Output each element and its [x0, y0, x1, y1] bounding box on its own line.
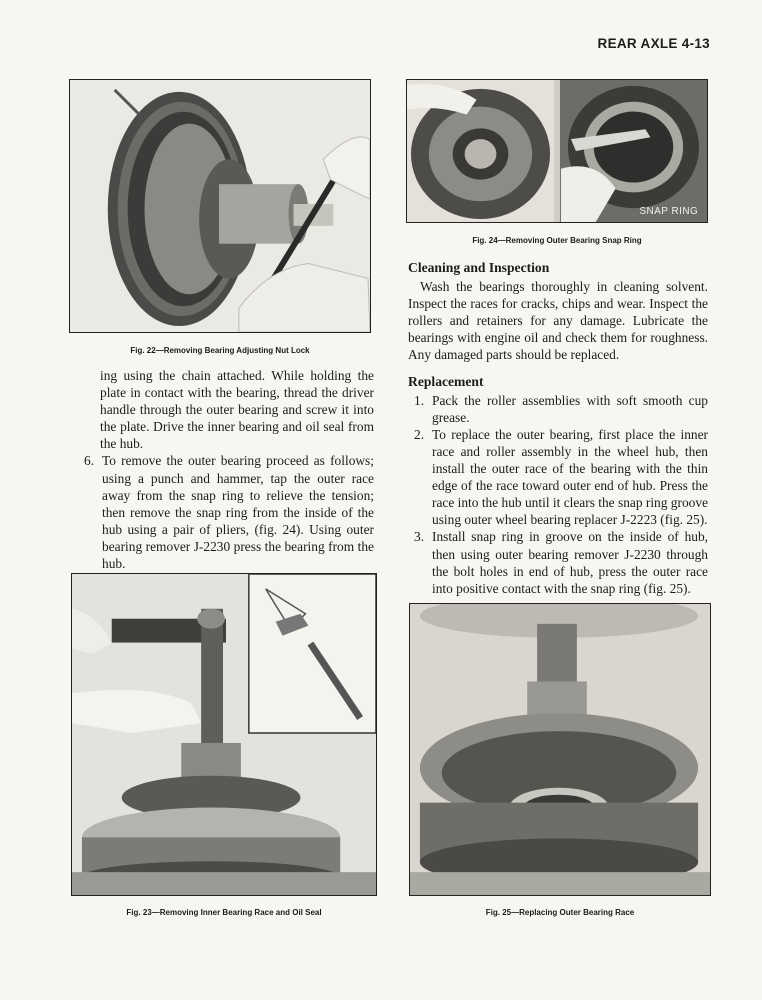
right-column-text	[408, 259, 708, 597]
figure-22-caption: Fig. 22—Removing Bearing Adjusting Nut Lock	[130, 346, 310, 355]
replacement-heading: Replacement	[408, 373, 484, 389]
cleaning-paragraph: Wash the bearings thoroughly in cleaning solvent. Inspect the races for cracks, chips and wear. Inspect the rollers and retainers for any damage. Lubricate the bearings with engine oil and check them for roughness. Any damaged parts should be replaced.	[408, 279, 708, 363]
replacement-step-2	[408, 426, 708, 529]
step-2-number: 2.	[414, 426, 425, 442]
brake-drum-hub-illustration	[70, 80, 370, 332]
step-6	[78, 452, 374, 572]
figure-24-photo	[406, 79, 708, 223]
replacement-step-3	[408, 528, 708, 596]
step-6-text: To remove the outer bearing proceed as follows; using a punch and hammer, tap the outer race away from the snap ring to relieve the tension; then remove the snap ring from the inside of the hub using a pair of pliers, (fig. 24). Using outer bearing remover J-2230 press the bearing from the hub.	[102, 453, 374, 572]
figure-23-caption: Fig. 23—Removing Inner Bearing Race and Oil Seal	[126, 908, 322, 917]
figure-25-photo	[409, 603, 711, 896]
step-3-number: 3.	[414, 529, 425, 545]
inner-bearing-removal-illustration	[72, 574, 376, 895]
replacement-step-1	[408, 392, 708, 426]
step-6-number: 6.	[84, 453, 95, 469]
figure-24-caption: Fig. 24—Removing Outer Bearing Snap Ring	[472, 236, 642, 245]
step-3-text: Install snap ring in groove on the inside of hub, then using outer bearing remover J-2230 through the bolt holes in end of hub, press the outer race into positive contact with the snap ring (fig. 25).	[432, 529, 708, 596]
step-1-number: 1.	[414, 392, 425, 408]
step-1-text: Pack the roller assemblies with soft smooth cup grease.	[432, 392, 708, 425]
outer-bearing-race-illustration	[410, 604, 710, 895]
cleaning-heading: Cleaning and Inspection	[408, 260, 550, 275]
figure-23-photo	[71, 573, 377, 896]
left-column-text	[78, 367, 374, 572]
figure-22-photo	[69, 79, 371, 333]
snap-ring-removal-illustration	[407, 80, 707, 222]
continuation-paragraph: ing using the chain attached. While holding the plate in contact with the bearing, thread the driver handle through the outer bearing and screw it into the plate. Drive the inner bearing and oil seal from the hub.	[100, 368, 374, 452]
snap-ring-label: SNAP RING	[639, 206, 699, 218]
page-header: REAR AXLE 4-13	[597, 36, 710, 51]
step-2-text: To replace the outer bearing, first place the inner race and roller assembly in the wheel hub, then install the outer race of the bearing with the thin edge of the race toward outer end of hub. Press the race into the hub until it clears the snap ring groove using outer wheel bearing replacer J-2223 (fig. 25).	[432, 426, 708, 528]
figure-25-caption: Fig. 25—Replacing Outer Bearing Race	[485, 908, 635, 917]
